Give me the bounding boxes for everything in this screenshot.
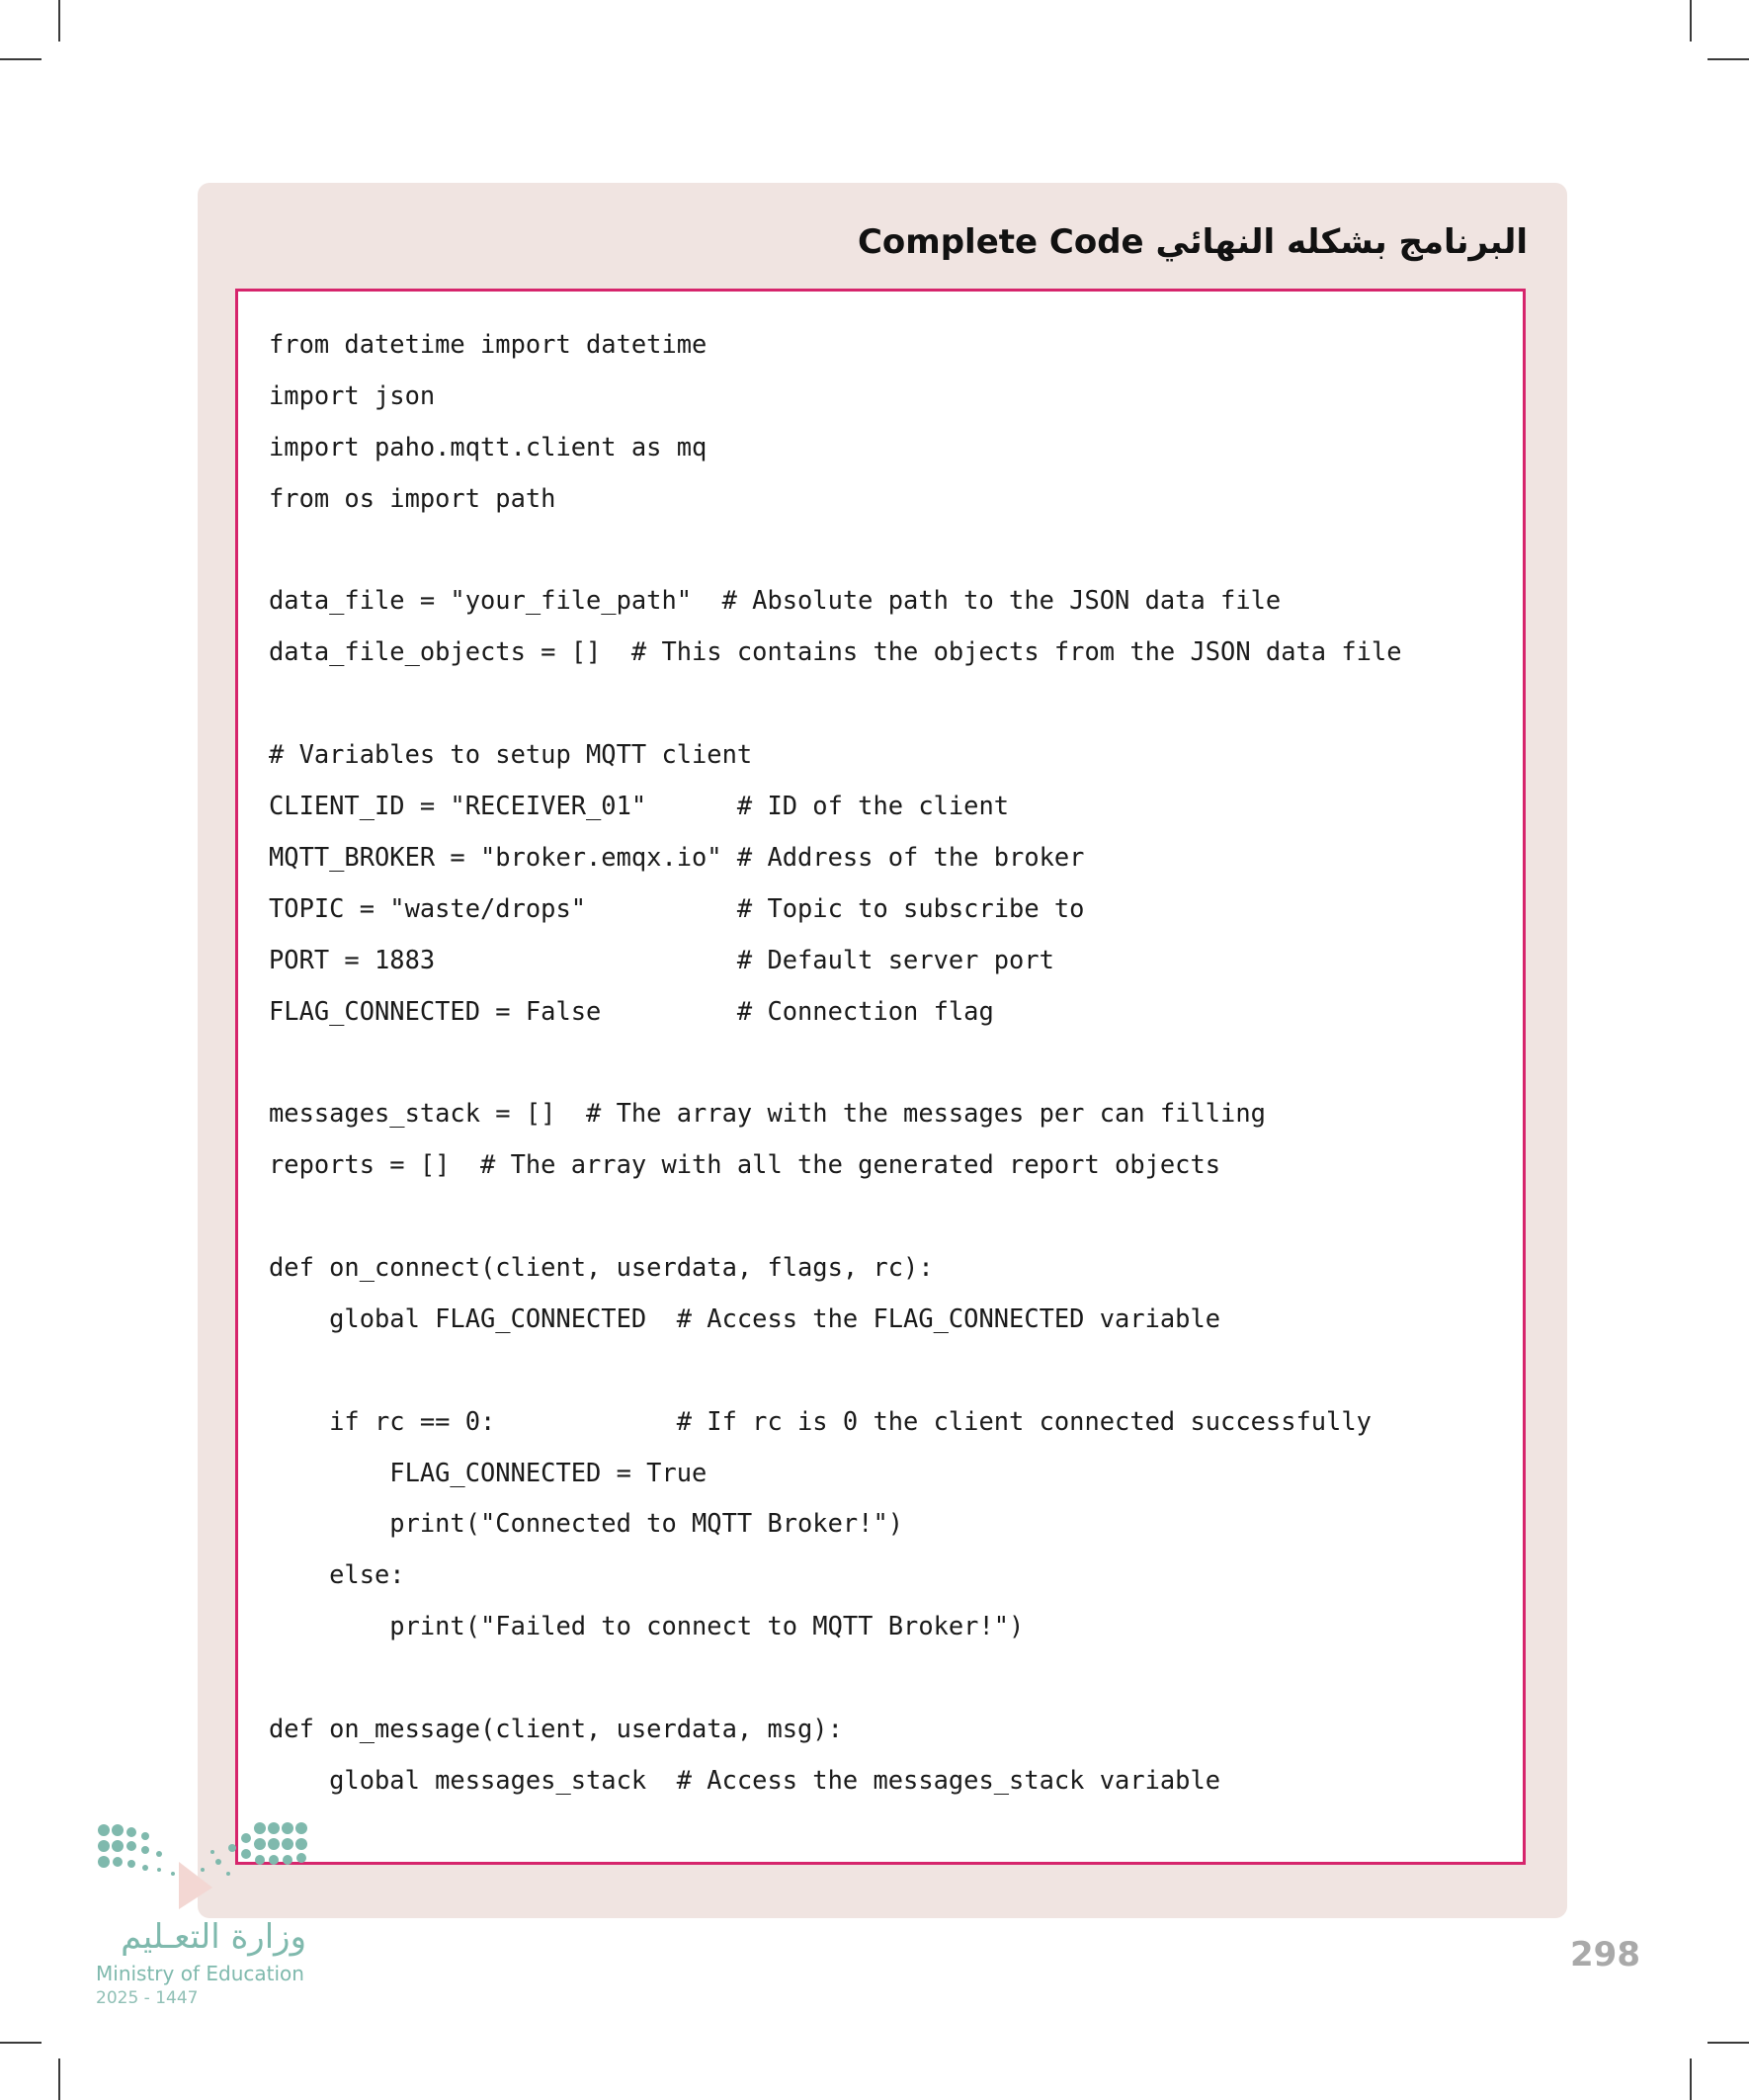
crop-mark — [0, 2042, 42, 2044]
code-line: MQTT_BROKER = "broker.emqx.io" # Address of the broker — [269, 841, 1085, 872]
code-line: # Variables to setup MQTT client — [269, 739, 753, 770]
crop-mark — [1690, 0, 1692, 42]
crop-mark — [58, 2058, 60, 2100]
crop-mark — [1707, 58, 1749, 60]
code-block — [269, 319, 1401, 1806]
code-line: import paho.mqtt.client as mq — [269, 431, 708, 462]
code-line: reports = [] # The array with all the generated report objects — [269, 1149, 1221, 1180]
code-line: else: — [269, 1559, 405, 1590]
code-line: import json — [269, 379, 436, 410]
code-line: data_file = "your_file_path" # Absolute path to the JSON data file — [269, 585, 1282, 616]
crop-mark — [0, 58, 42, 60]
code-line: data_file_objects = [] # This contains the objects from the JSON data file — [269, 636, 1402, 667]
code-line: PORT = 1883 # Default server port — [269, 944, 1054, 974]
code-line: print("Failed to connect to MQTT Broker!") — [269, 1611, 1025, 1641]
page-number: 298 — [1570, 1935, 1640, 1974]
code-line: FLAG_CONNECTED = False # Connection flag — [269, 995, 994, 1026]
code-line: FLAG_CONNECTED = True — [269, 1457, 708, 1487]
code-line — [269, 1191, 1401, 1242]
logo-arabic-text: وزارة التعـليم — [121, 1917, 306, 1957]
code-line: TOPIC = "waste/drops" # Topic to subscribe to — [269, 892, 1085, 923]
panel-title: البرنامج بشكله النهائي Complete Code — [857, 222, 1528, 262]
code-line — [269, 678, 1401, 729]
code-line: CLIENT_ID = "RECEIVER_01" # ID of the client — [269, 791, 1010, 821]
ministry-logo-icon — [94, 1818, 311, 1917]
crop-mark — [1707, 2042, 1749, 2044]
code-line: if rc == 0: # If rc is 0 the client connected successfully — [269, 1405, 1372, 1436]
code-line: global messages_stack # Access the messages_stack variable — [269, 1764, 1221, 1795]
code-line: from os import path — [269, 482, 556, 513]
code-line — [269, 1037, 1401, 1088]
code-line: def on_message(client, userdata, msg): — [269, 1714, 843, 1744]
code-line — [269, 1652, 1401, 1704]
code-line: global FLAG_CONNECTED # Access the FLAG_CONNECTED variable — [269, 1302, 1221, 1333]
logo-year-text: 2025 - 1447 — [96, 1988, 199, 2008]
crop-mark — [1690, 2058, 1692, 2100]
logo-english-text: Ministry of Education — [96, 1962, 304, 1985]
code-line: messages_stack = [] # The array with the messages per can filling — [269, 1098, 1266, 1129]
ministry-logo — [94, 1818, 326, 2016]
crop-mark — [58, 0, 60, 42]
code-box — [235, 289, 1526, 1865]
code-line — [269, 1345, 1401, 1396]
code-line — [269, 525, 1401, 576]
code-line: from datetime import datetime — [269, 329, 708, 359]
code-line: print("Connected to MQTT Broker!") — [269, 1508, 904, 1539]
code-panel — [198, 183, 1567, 1918]
code-line: def on_connect(client, userdata, flags, rc): — [269, 1252, 934, 1283]
